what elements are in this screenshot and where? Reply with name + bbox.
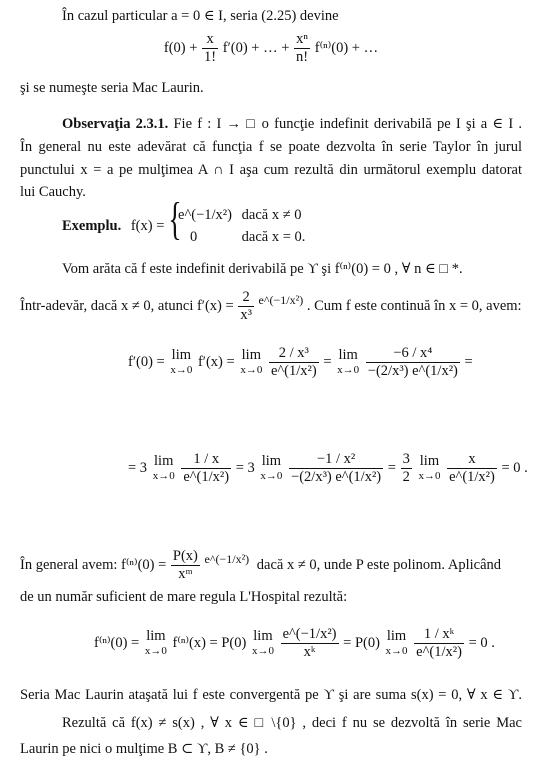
eq2-frac-c-num: 3: [402, 451, 410, 467]
derivative-post: . Cum f este continuă în x = 0, avem:: [306, 297, 522, 314]
eq1-frac-b: [366, 346, 460, 378]
derivative-line: [20, 290, 522, 322]
eq1-end: =: [464, 353, 473, 370]
eq1-frac-a-den: e^(1/x²): [270, 362, 317, 379]
eq1-lim-2-op: lim: [241, 347, 261, 364]
general-exp: e^(−1/x²): [204, 552, 250, 566]
case-row-1: [178, 204, 305, 226]
convergence-line: Seria Mac Laurin ataşată lui f este convergentă pe ϒ şi are suma s(x) = 0, ∀ x ∈ ϒ.: [20, 687, 522, 703]
eq3-lim-1: [145, 629, 167, 657]
case-2-value: 0: [190, 229, 198, 245]
eq1-frac-a: [269, 346, 319, 378]
eq1-lim-1: [170, 348, 192, 376]
eq3-lim-2-op: lim: [253, 628, 273, 645]
general-post: dacă x ≠ 0, unde P este polinom. Aplicând: [256, 556, 502, 573]
limit-equation-1: [128, 346, 473, 378]
eq1-lim-3-op: lim: [338, 347, 358, 364]
general-line: [20, 549, 501, 581]
eq2-frac-d: [447, 452, 497, 484]
series-frac-1: [202, 32, 218, 64]
example-label: Exemplu.: [62, 217, 122, 234]
observation-line-1: [62, 117, 522, 132]
series-fn: f⁽ⁿ⁾(0) + …: [314, 39, 379, 56]
series-frac-n: [294, 32, 310, 64]
eq2-lim-1-op: lim: [154, 453, 174, 470]
eq2-c: =: [387, 459, 396, 476]
series-frac-n-num: xⁿ: [294, 32, 310, 49]
eq3-frac-b: [414, 627, 464, 659]
eq2-frac-d-den: e^(1/x²): [449, 468, 495, 485]
eq2-end: = 0 .: [501, 459, 528, 476]
limit-equation-3: [94, 627, 495, 659]
eq3-frac-a: [281, 627, 339, 659]
derivative-pre: Într-adevăr, dacă x ≠ 0, atunci f′(x) =: [20, 297, 234, 314]
general-pre: În general avem: f⁽ⁿ⁾(0) =: [20, 556, 167, 573]
eq3-fx: f⁽ⁿ⁾(x) = P(0): [172, 634, 247, 651]
series-f0: f(0) +: [163, 39, 198, 56]
eq1-lim-3: [337, 348, 359, 376]
eq2-frac-c-den: 2: [402, 468, 410, 485]
eq3-frac-a-den: xᵏ: [303, 643, 316, 660]
eq3-lim-2: [252, 629, 274, 657]
derivative-frac: [238, 290, 254, 322]
eq2-frac-b-den: −(2/x³) e^(1/x²): [291, 468, 382, 485]
series-frac-1-num: x: [202, 32, 218, 49]
general-frac-num: P(x): [172, 548, 198, 564]
result-line-2: Laurin pe nici o mulţime B ⊂ ϒ, B ≠ {0} .: [20, 741, 268, 757]
observation-text-1: Fie f : I → □ o funcţie indefinit derivabilă pe I şi a ∈ I .: [173, 116, 523, 132]
eq3-mid: = P(0): [343, 634, 380, 651]
intro-line: În cazul particular a = 0 ∈ I, seria (2.25) devine: [62, 8, 339, 24]
eq1-lim-1-sub: x→0: [170, 363, 193, 376]
maclaurin-series: [0, 32, 542, 64]
eq1-frac-b-den: −(2/x³) e^(1/x²): [367, 362, 458, 379]
case-1-condition: dacă x ≠ 0: [241, 207, 302, 223]
eq2-frac-a-num: 1 / x: [181, 452, 231, 469]
eq1-frac-a-num: 2 / x³: [269, 346, 319, 363]
eq2-frac-b-num: −1 / x²: [289, 452, 383, 469]
derivative-frac-num: 2: [238, 290, 254, 307]
eq3-frac-b-num: 1 / xᵏ: [414, 627, 464, 644]
series-frac-n-den: n!: [296, 48, 309, 65]
eq3-lhs: f⁽ⁿ⁾(0) =: [94, 634, 140, 651]
eq2-b: = 3: [235, 459, 255, 476]
eq2-frac-d-num: x: [447, 452, 497, 469]
derivative-frac-den: x³: [240, 306, 252, 323]
eq3-lim-3-op: lim: [386, 628, 407, 645]
eq3-lim-2-sub: x→0: [251, 644, 274, 657]
eq3-lim-1-op: lim: [146, 628, 166, 645]
derivative-exp: e^(−1/x²): [258, 293, 304, 307]
eq3-frac-a-num: e^(−1/x²): [282, 626, 337, 642]
observation-line-4: lui Cauchy.: [20, 184, 86, 200]
eq1-lim-2: [240, 348, 262, 376]
general-frac-den: xᵐ: [178, 565, 193, 582]
eq2-a: = 3: [128, 459, 148, 476]
eq2-frac-a: [181, 452, 231, 484]
eq2-frac-b: [289, 452, 383, 484]
claim-line: Vom arăta că f este indefinit derivabilă pe ϒ şi f⁽ⁿ⁾(0) = 0 , ∀ n ∈ □ *.: [62, 261, 463, 277]
series-fp: f′(0) + … +: [222, 39, 290, 56]
eq2-frac-a-den: e^(1/x²): [183, 468, 230, 485]
eq1-frac-b-num: −6 / x⁴: [366, 346, 460, 363]
result-line-1: Rezultă că f(x) ≠ s(x) , ∀ x ∈ □ \{0} , deci f nu se dezvoltă în serie Mac: [62, 715, 522, 731]
observation-line-2: În general nu este adevărat că funcţia f se poate dezvolta în serie Taylor în jurul: [20, 139, 522, 155]
case-row-2: [178, 226, 305, 248]
example-block: [62, 204, 305, 248]
observation-title: Observaţia 2.3.1.: [62, 116, 169, 132]
limit-equation-2: [128, 452, 528, 484]
eq3-lim-1-sub: x→0: [144, 644, 167, 657]
example-f: f(x) =: [130, 217, 165, 234]
eq1-lim-1-op: lim: [171, 347, 192, 364]
general-frac: [171, 549, 200, 581]
maclaurin-name-line: şi se numeşte seria Mac Laurin.: [20, 80, 204, 96]
eq1-fx: f′(x) =: [197, 353, 235, 370]
eq3-lim-3-sub: x→0: [385, 644, 408, 657]
eq2-lim-3-op: lim: [419, 453, 440, 470]
case-2-condition: dacă x = 0.: [241, 229, 306, 245]
eq2-lim-2-op: lim: [261, 453, 282, 470]
piecewise-cases: [168, 204, 305, 248]
observation-line-3: punctului x = a pe mulţimea A ∩ I aşa cum rezultă din următorul exemplu datorat: [20, 162, 522, 178]
eq1-lim-2-sub: x→0: [240, 363, 263, 376]
case-1-value: e^(−1/x²): [178, 207, 232, 223]
eq2-lim-3-sub: x→0: [418, 469, 441, 482]
eq2-lim-2: [260, 454, 282, 482]
eq2-lim-2-sub: x→0: [260, 469, 283, 482]
eq2-frac-c: [401, 452, 412, 484]
hospital-line: de un număr suficient de mare regula L'Hospital rezultă:: [20, 589, 348, 605]
eq1-equals: =: [323, 353, 332, 370]
eq2-lim-3: [418, 454, 440, 482]
eq3-end: = 0 .: [468, 634, 495, 651]
eq1-lim-3-sub: x→0: [337, 363, 360, 376]
eq2-lim-1: [153, 454, 175, 482]
eq3-lim-3: [386, 629, 408, 657]
eq1-lhs: f′(0) =: [128, 353, 165, 370]
eq2-lim-1-sub: x→0: [152, 469, 175, 482]
series-frac-1-den: 1!: [204, 48, 217, 65]
eq3-frac-b-den: e^(1/x²): [416, 643, 462, 660]
